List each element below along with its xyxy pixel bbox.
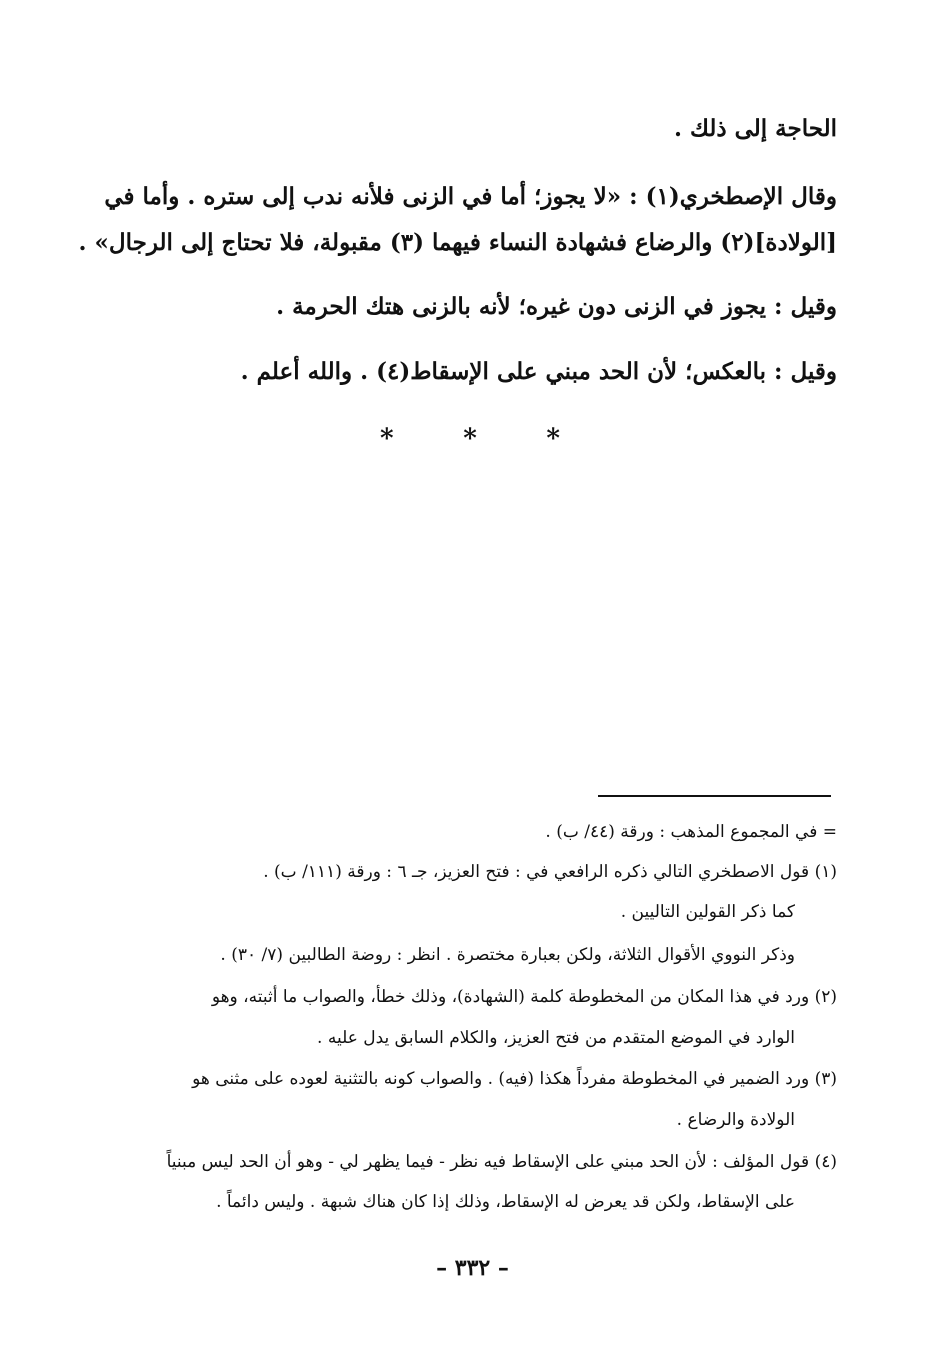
footnote-line-6: الوارد في الموضع المتقدم من فتح العزيز، والكلام السابق يدل عليه . [317, 1028, 795, 1048]
footnote-line-7: (٣) ورد الضمير في المخطوطة مفرداً هكذا (فيه) . والصواب كونه بالتثنية لعوده على مثنى هو [192, 1069, 837, 1089]
footnote-line-9: (٤) قول المؤلف : لأن الحد مبني على الإسقاط فيه نظر - فيما يظهر لي - وهو أن الحد ليس مبنياً [166, 1152, 837, 1172]
footnote-line-5: (٢) ورد في هذا المكان من المخطوطة كلمة (الشهادة)، وذلك خطأ، والصواب ما أثبته، وهو [211, 987, 837, 1007]
body-line-2: وقال الإصطخري(١) : «لا يجوز؛ أما في الزنى فلأنه ندب إلى ستره . وأما في [104, 183, 837, 210]
body-line-5: وقيل : بالعكس؛ لأن الحد مبني على الإسقاط(٤) . والله أعلم . [240, 358, 837, 385]
footnote-line-4: وذكر النووي الأقوال الثلاثة، ولكن بعبارة مختصرة . انظر : روضة الطالبين (٧/ ٣٠) . [220, 945, 795, 965]
section-separator [380, 424, 560, 454]
footnote-divider [598, 795, 831, 797]
body-line-3: [الولادة](٢) والرضاع فشهادة النساء فيهما (٣) مقبولة، فلا تحتاج إلى الرجال» . [78, 229, 837, 256]
separator-star: * [463, 424, 477, 454]
footnote-line-10: على الإسقاط، ولكن قد يعرض له الإسقاط، وذلك إذا كان هناك شبهة . وليس دائماً . [216, 1192, 795, 1212]
footnote-line-8: الولادة والرضاع . [676, 1110, 795, 1130]
footnote-line-2: (١) قول الاصطخري التالي ذكره الرافعي في : فتح العزيز، جـ ٦ : ورقة (١١١/ ب) . [263, 862, 837, 882]
page-number: – ٣٣٢ – [436, 1255, 509, 1281]
separator-star: * [546, 424, 560, 454]
footnote-line-3: كما ذكر القولين التاليين . [620, 902, 795, 922]
separator-star: * [380, 424, 394, 454]
footnote-line-1: = في المجموع المذهب : ورقة (٤٤/ ب) . [545, 822, 837, 842]
body-line-1: الحاجة إلى ذلك . [673, 115, 837, 142]
body-line-4: وقيل : يجوز في الزنى دون غيره؛ لأنه بالزنى هتك الحرمة . [276, 293, 837, 320]
